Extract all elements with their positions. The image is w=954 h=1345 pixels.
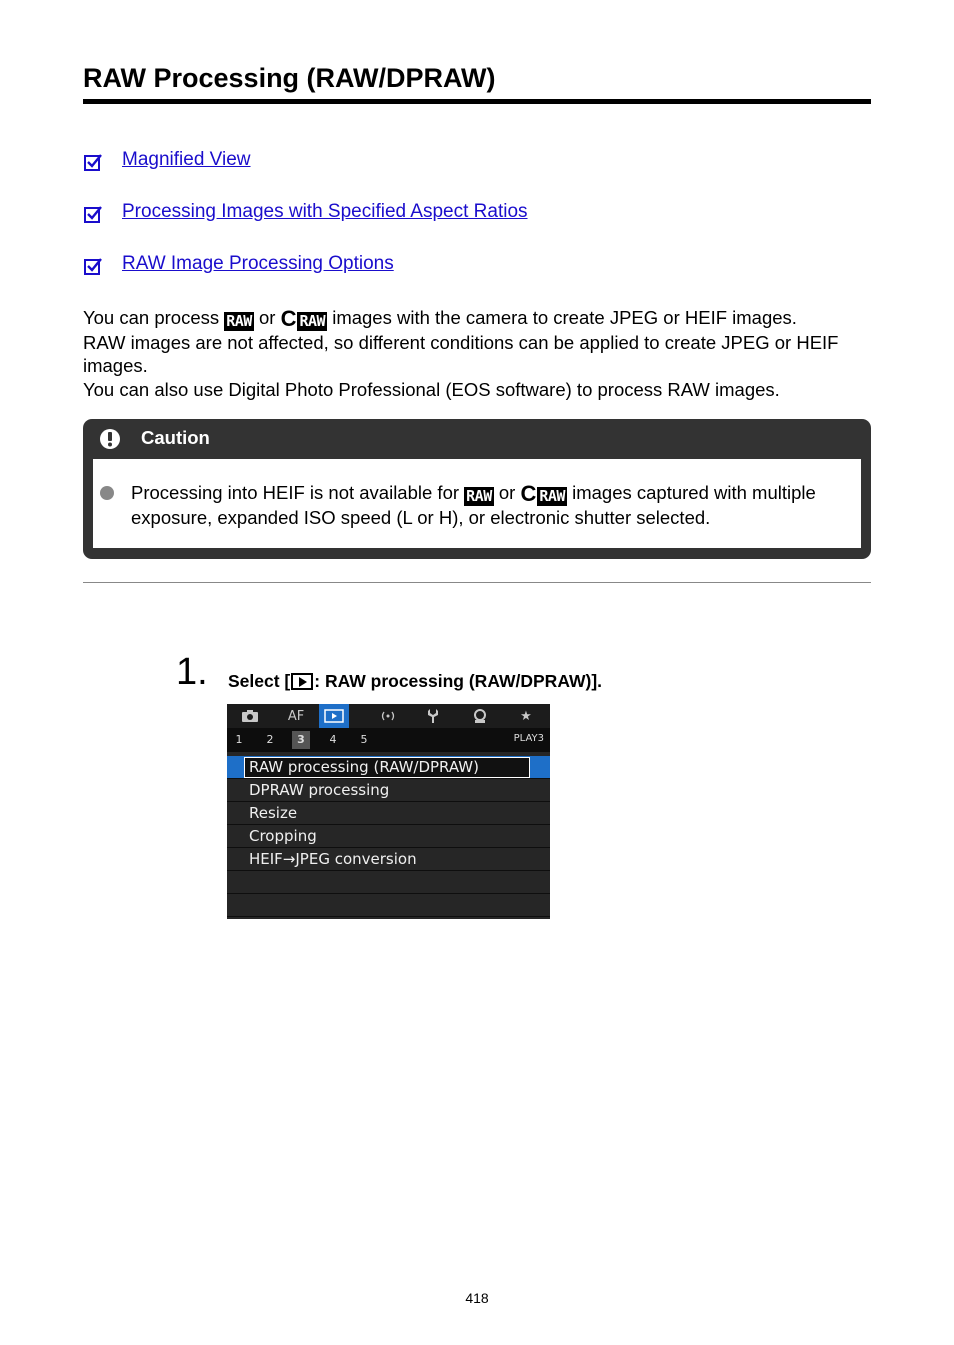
bullet-icon — [100, 486, 114, 500]
checkbox-arrow-icon — [83, 153, 103, 173]
camera-menu-tabs — [227, 704, 550, 728]
wrench-icon — [418, 704, 448, 728]
step-prefix: Select [ — [228, 671, 291, 691]
wireless-icon — [373, 704, 403, 728]
af-tab: AF — [287, 708, 305, 724]
menu-item-label: Resize — [249, 804, 298, 822]
subtab: 1 — [235, 733, 243, 746]
raw-icon: RAW — [226, 312, 252, 330]
star-icon: ★ — [520, 708, 532, 724]
caution-text-part: Processing into HEIF is not available for — [131, 482, 460, 503]
caution-or: or — [498, 482, 516, 503]
custom-icon — [465, 704, 495, 728]
caution-icon — [99, 428, 121, 450]
camera-menu-subtabs — [227, 728, 550, 752]
play-icon — [319, 704, 349, 728]
step-instruction — [228, 671, 602, 692]
play-page-label: PLAY3 — [513, 733, 544, 744]
craw-icon: RAW — [299, 312, 326, 330]
menu-item — [227, 848, 550, 871]
menu-item-label: Cropping — [249, 827, 317, 845]
subtab: 2 — [266, 733, 274, 746]
subtab: 4 — [329, 733, 337, 746]
toc-link-magnified-view[interactable]: Magnified View — [122, 149, 251, 170]
menu-item — [227, 802, 550, 825]
toc-link-processing-options[interactable]: RAW Image Processing Options — [122, 253, 394, 274]
menu-item-label: HEIF→JPEG conversion — [249, 850, 417, 868]
craw-c-icon: C — [520, 481, 537, 506]
divider — [83, 582, 871, 583]
intro-or: or — [258, 307, 276, 328]
intro-text — [83, 306, 883, 401]
intro-text-part: images with the camera to create JPEG or HEIF images. — [332, 307, 797, 328]
caution-body — [93, 459, 861, 548]
toc-link-aspect-ratios[interactable]: Processing Images with Specified Aspect Ratios — [122, 201, 528, 222]
menu-item-empty — [227, 871, 550, 894]
camera-icon — [235, 704, 265, 728]
subtab-active: 3 — [292, 731, 310, 749]
step-suffix: : RAW processing (RAW/DPRAW)]. — [314, 671, 603, 691]
camera-menu-screenshot — [227, 704, 550, 919]
page-title: RAW Processing (RAW/DPRAW) — [83, 58, 871, 104]
intro-text-part: You can process — [83, 307, 220, 328]
checkbox-arrow-icon — [83, 257, 103, 277]
raw-icon: RAW — [466, 487, 492, 505]
intro-line-3: You can also use Digital Photo Professional (EOS software) to process RAW images. — [83, 378, 780, 400]
menu-item-label: DPRAW processing — [249, 781, 390, 799]
checkbox-arrow-icon — [83, 205, 103, 225]
menu-item-label: RAW processing (RAW/DPRAW) — [244, 757, 530, 778]
craw-icon: RAW — [539, 487, 565, 505]
intro-line-1 — [83, 306, 883, 331]
craw-c-icon: C — [280, 306, 297, 331]
menu-item-selected — [227, 756, 550, 779]
step-number: 1. — [176, 651, 208, 693]
subtab: 5 — [360, 733, 368, 746]
caution-title: Caution — [141, 427, 210, 448]
page-number: 418 — [465, 1290, 489, 1306]
intro-line-2: RAW images are not affected, so different conditions can be applied to create JPEG or HEIF images. — [83, 332, 839, 377]
caution-text — [131, 481, 851, 529]
caution-text-part: images captured with multiple exposure, expanded ISO speed (L or H), or electronic shutter selected. — [131, 482, 816, 528]
menu-item — [227, 825, 550, 848]
playback-tab-icon — [291, 673, 313, 690]
menu-item-empty — [227, 894, 550, 917]
menu-item — [227, 779, 550, 802]
caution-box — [83, 419, 871, 559]
